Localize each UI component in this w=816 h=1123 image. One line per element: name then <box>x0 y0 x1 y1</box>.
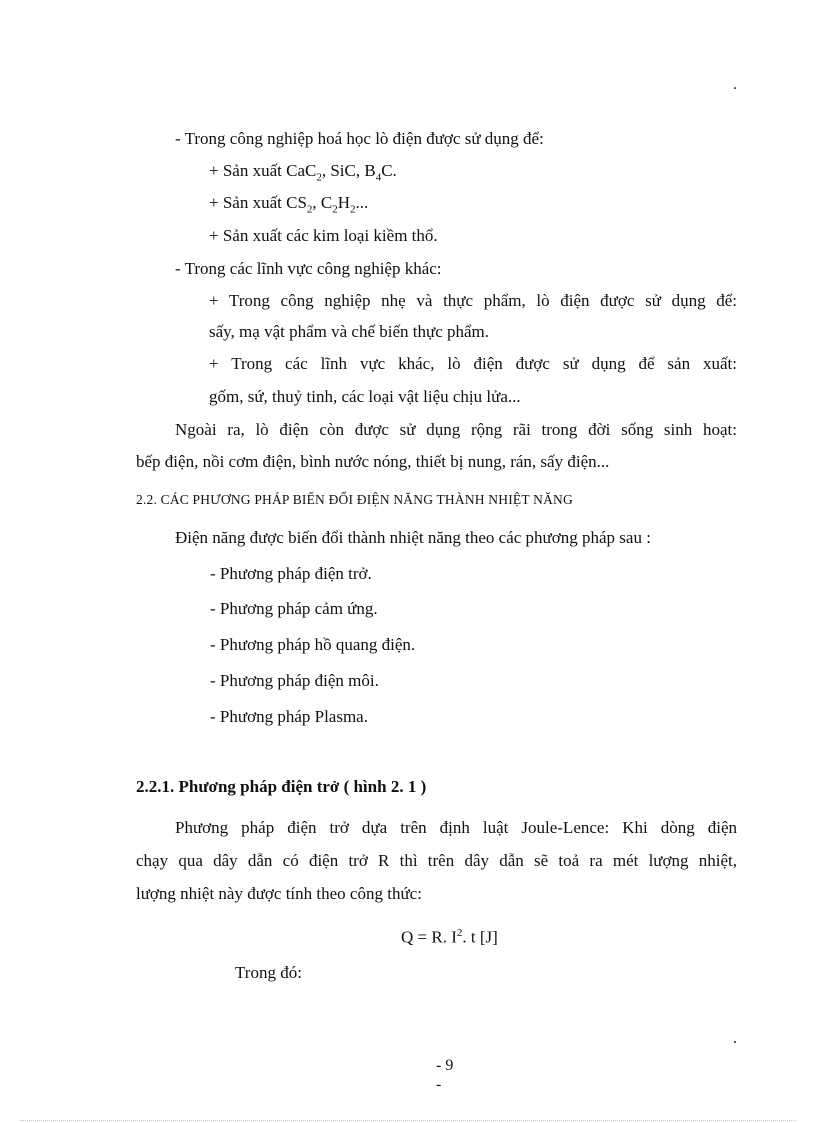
page-number: - 9 <box>436 1057 454 1074</box>
text-line: Điện năng được biến đổi thành nhiệt năng theo các phương pháp sau : <box>175 528 651 547</box>
text-line: + Sản xuất $CS_2$, $C_2H_2$... <box>209 193 369 216</box>
text-line: - Trong công nghiệp hoá học lò điện được sử dụng để: <box>175 129 544 148</box>
text-line: + Trong công nghiệp nhẹ và thực phẩm, lò điện được sử dụng để: <box>209 291 737 310</box>
text-line: Ngoài ra, lò điện còn được sử dụng rộng rãi trong đời sống sinh hoạt: <box>175 420 737 439</box>
method-item: - Phương pháp điện trở. <box>210 564 372 583</box>
page-bottom-divider <box>20 1120 796 1121</box>
text-line: + Sản xuất các kim loại kiềm thổ. <box>209 226 438 245</box>
text-line: sấy, mạ vật phẩm và chế biến thực phẩm. <box>209 322 490 341</box>
text-line: lượng nhiệt này được tính theo công thức: <box>136 884 422 903</box>
text-line: Trong đó: <box>235 963 302 982</box>
text-line: + Sản xuất CaC$_2$, SiC, $B_4C$. <box>209 161 397 184</box>
text-line: Phương pháp điện trở dựa trên định luật Joule-Lence: Khi dòng điện <box>175 818 737 837</box>
text-line: bếp điện, nồi cơm điện, bình nước nóng, thiết bị nung, rán, sấy điện... <box>136 452 610 471</box>
text-line: gốm, sứ, thuỷ tinh, các loại vật liệu chịu lửa... <box>209 387 521 406</box>
bottom-right-dot: . <box>733 1030 737 1047</box>
formula: Q = R. $I^2$. t [J] <box>401 927 498 947</box>
method-item: - Phương pháp hồ quang điện. <box>210 635 416 654</box>
text-line: - Trong các lĩnh vực công nghiệp khác: <box>175 259 442 278</box>
top-right-dot: . <box>733 76 737 93</box>
text-line: + Trong các lĩnh vực khác, lò điện được sử dụng để sản xuất: <box>209 354 737 373</box>
text-line: chạy qua dây dẫn có điện trở R thì trên dây dẫn sẽ toả ra mét lượng nhiệt, <box>136 851 737 870</box>
section-heading: 2.2. CÁC PHƯƠNG PHÁP BIẾN ĐỔI ĐIỆN NĂNG THÀNH NHIỆT NĂNG <box>136 492 573 507</box>
method-item: - Phương pháp điện môi. <box>210 671 379 690</box>
method-item: - Phương pháp cảm ứng. <box>210 599 378 618</box>
method-item: - Phương pháp Plasma. <box>210 707 368 726</box>
page-number-dash: - <box>436 1076 442 1093</box>
subsection-heading: 2.2.1. Phương pháp điện trở ( hình 2. 1 ) <box>136 777 427 796</box>
